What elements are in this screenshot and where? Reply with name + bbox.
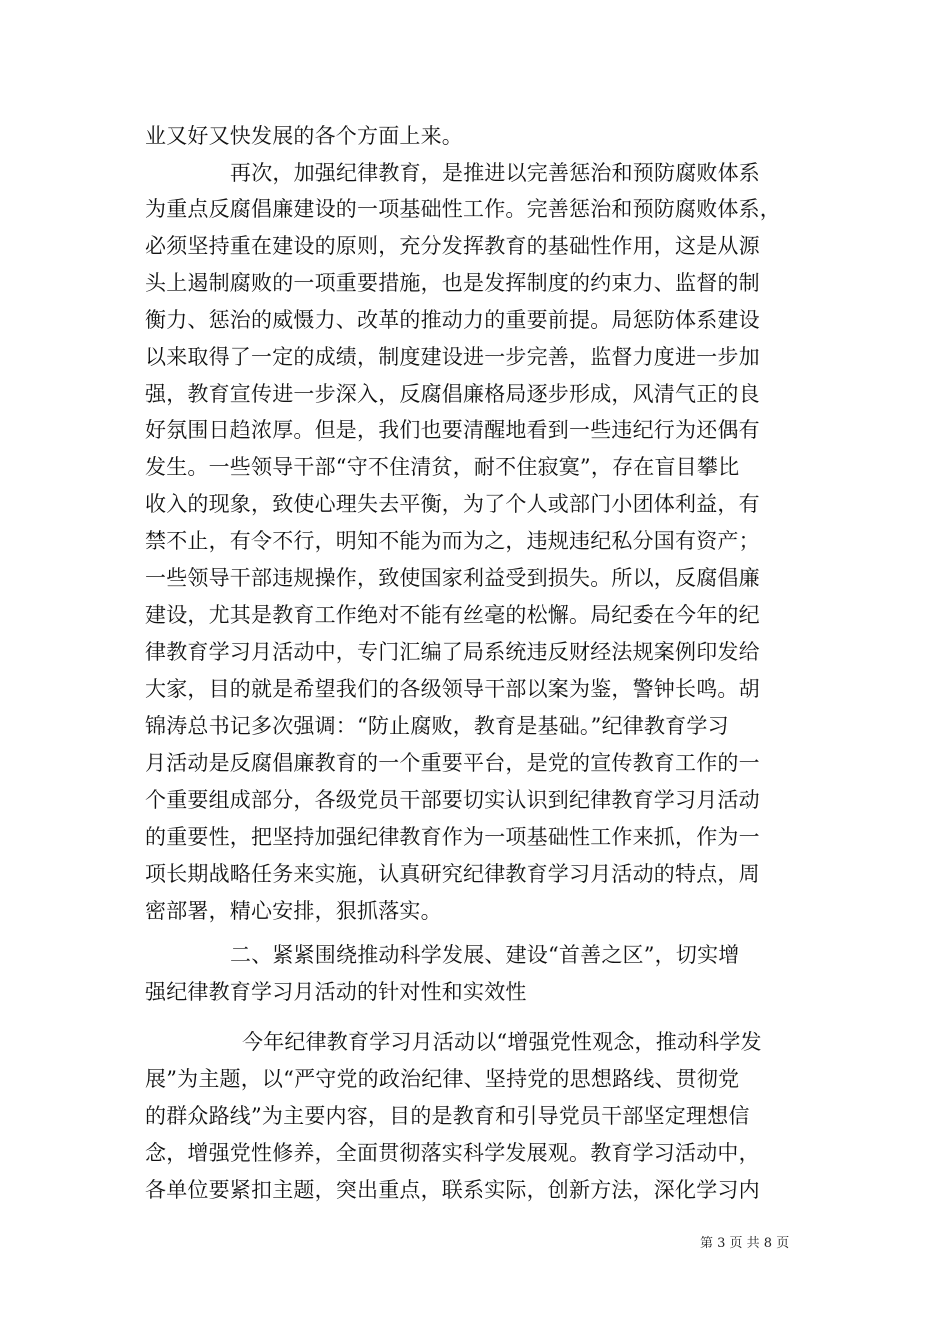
text-line: 锦涛总书记多次强调：“防止腐败，教育是基础。”纪律教育学习 [145, 714, 729, 738]
text-line: 个重要组成部分，各级党员干部要切实认识到纪律教育学习月活动 [145, 788, 760, 812]
text-line: 月活动是反腐倡廉教育的一个重要平台，是党的宣传教育工作的一 [145, 751, 760, 775]
text-line: 大家，目的就是希望我们的各级领导干部以案为鉴，警钟长鸣。胡 [145, 677, 760, 701]
text-line: 的群众路线”为主要内容，目的是教育和引导党员干部坚定理想信 [145, 1104, 750, 1128]
text-line: 各单位要紧扣主题，突出重点，联系实际，创新方法，深化学习内 [145, 1178, 760, 1202]
text-line: 项长期战略任务来实施，认真研究纪律教育学习月活动的特点，周 [145, 862, 760, 886]
text-line: 好氛围日趋浓厚。但是，我们也要清醒地看到一些违纪行为还偶有 [145, 418, 760, 442]
text-line: 业又好又快发展的各个方面上来。 [145, 124, 463, 148]
text-line: 律教育学习月活动中，专门汇编了局系统违反财经法规案例印发给 [145, 640, 760, 664]
text-line: 以来取得了一定的成绩，制度建设进一步完善，监督力度进一步加 [145, 345, 760, 369]
text-line: 一些领导干部违规操作，致使国家利益受到损失。所以，反腐倡廉 [145, 566, 760, 590]
text-line: 念，增强党性修养，全面贯彻落实科学发展观。教育学习活动中， [145, 1141, 760, 1165]
text-line: 强，教育宣传进一步深入，反腐倡廉格局逐步形成，风清气正的良 [145, 382, 760, 406]
text-line: 禁不止，有令不行，明知不能为而为之，违规违纪私分国有资产； [145, 529, 760, 553]
text-line: 发生。一些领导干部“守不住清贫，耐不住寂寞”，存在盲目攀比 [145, 455, 740, 479]
text-line: 衡力、惩治的威慑力、改革的推动力的重要前提。局惩防体系建设 [145, 308, 760, 332]
text-line: 建设，尤其是教育工作绝对不能有丝毫的松懈。局纪委在今年的纪 [145, 603, 760, 627]
paragraph-start-line: 今年纪律教育学习月活动以“增强党性观念，推动科学发 [242, 1030, 762, 1054]
page-number: 第 3 页 共 8 页 [700, 1236, 790, 1251]
paragraph-start-line: 再次，加强纪律教育，是推进以完善惩治和预防腐败体系 [230, 161, 760, 185]
text-line: 头上遏制腐败的一项重要措施，也是发挥制度的约束力、监督的制 [145, 271, 760, 295]
text-line: 密部署，精心安排，狠抓落实。 [145, 899, 442, 923]
text-line: 的重要性，把坚持加强纪律教育作为一项基础性工作来抓，作为一 [145, 825, 760, 849]
section-heading-line: 强纪律教育学习月活动的针对性和实效性 [145, 980, 527, 1004]
text-line: 必须坚持重在建设的原则，充分发挥教育的基础性作用，这是从源 [145, 234, 760, 258]
text-line: 展”为主题，以“严守党的政治纪律、坚持党的思想路线、贯彻党 [145, 1067, 740, 1091]
text-line: 收入的现象，致使心理失去平衡，为了个人或部门小团体利益，有 [145, 492, 760, 516]
text-line: 为重点反腐倡廉建设的一项基础性工作。完善惩治和预防腐败体系， [145, 197, 781, 221]
section-heading-line: 二、紧紧围绕推动科学发展、建设“首善之区”，切实增 [230, 943, 740, 967]
